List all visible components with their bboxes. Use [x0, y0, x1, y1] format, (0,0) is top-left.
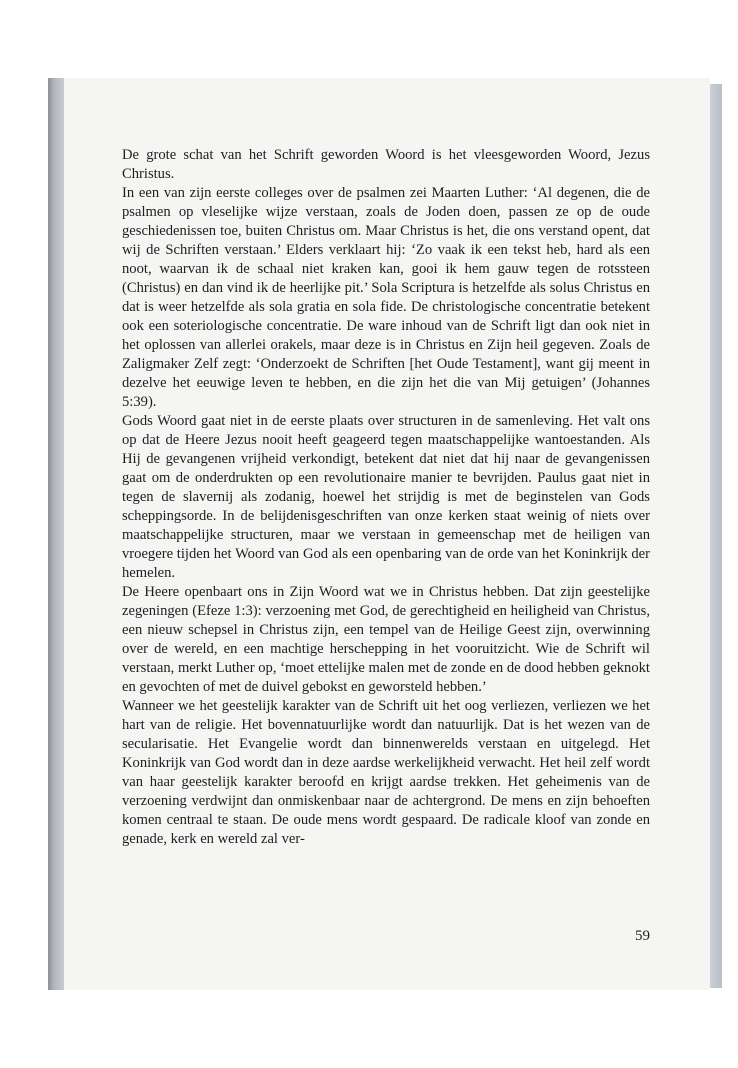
page-body-text [122, 146, 650, 849]
paragraph-4: De Heere openbaart ons in Zijn Woord wat we in Christus hebben. Dat zijn geestelijke zegeningen (Efeze 1:3): verzoening met God, de gerechtigheid en heiligheid van Christus, een nieuw schepsel in Christus zijn, een tempel van de Heilige Geest zijn, overwinning over de wereld, en een machtige herschepping in het vooruitzicht. Wie de Schrift wil verstaan, merkt Luther op, ‘moet ettelijke malen met de zonde en de dood hebben geknokt en gevochten of met de duivel gebokst en geworsteld hebben.’ [122, 584, 650, 695]
paragraph-3: Gods Woord gaat niet in de eerste plaats over structuren in de samenleving. Het valt ons op dat de Heere Jezus nooit heeft geageerd tegen maatschappelijke wantoestanden. Als Hij de gevangenen vrijheid verkondigt, betekent dat niet dat hij naar de gevangenissen gaat om de onderdrukten op een revolutionaire manier te bevrijden. Paulus gaat niet in tegen de slavernij als zodanig, hoewel het strijdig is met de beginstelen van Gods scheppingsorde. In de belijdenisgeschriften van onze kerken staat weinig of niets over maatschappelijke structuren, maar we verstaan in gemeenschap met de heiligen van vroegere tijden het Woord van God als een openbaring van de orde van het Koninkrijk der hemelen. [122, 413, 650, 581]
paragraph-1: De grote schat van het Schrift geworden Woord is het vleesgeworden Woord, Jezus Christus. [122, 147, 650, 182]
page-number: 59 [635, 928, 650, 944]
book-spine-shadow [48, 78, 64, 990]
paragraph-5: Wanneer we het geestelijk karakter van de Schrift uit het oog verliezen, verliezen we het hart van de religie. Het bovennatuurlijke wordt dan natuurlijk. Dat is het wezen van de secularisatie. Het Evangelie wordt dan binnenwerelds verstaan en uitgelegd. Het Koninkrijk van God wordt dan in deze aardse werkelijkheid verwacht. Het heil zelf wordt van haar geestelijk karakter beroofd en krijgt aardse trekken. Het geheimenis van de verzoening verdwijnt dan onmiskenbaar naar de achtergrond. De mens en zijn behoeften komen centraal te staan. De oude mens wordt gespaard. De radicale kloof van zonde en genade, kerk en wereld zal ver- [122, 698, 650, 847]
paragraph-2: In een van zijn eerste colleges over de psalmen zei Maarten Luther: ‘Al degenen, die de psalmen op vleselijke wijze verstaan, zoals de Joden doen, passen ze op de oude geschiedenissen toe, buiten Christus om. Maar Christus is het, die ons verstand opent, dat wij de Schriften verstaan.’ Elders verklaart hij: ‘Zo vaak ik een tekst heb, hard als een noot, waarvan ik de schaal niet kraken kan, gooi ik hem gauw tegen de rotssteen (Christus) en dan vind ik de heerlijke pit.’ Sola Scriptura is hetzelfde als solus Christus en dat is weer hetzelfde als sola gratia en sola fide. De christologische concentratie betekent ook een soteriologische concentratie. De ware inhoud van de Schrift ligt dan ook niet in het oplossen van allerlei orakels, maar deze is in Christus en Zijn heil gegeven. Zoals de Zaligmaker Zelf zegt: ‘Onderzoekt de Schriften [het Oude Testament], want gij meent in dezelve het eeuwige leven te hebben, en die zijn het die van Mij getuigen’ (Johannes 5:39). [122, 185, 650, 410]
